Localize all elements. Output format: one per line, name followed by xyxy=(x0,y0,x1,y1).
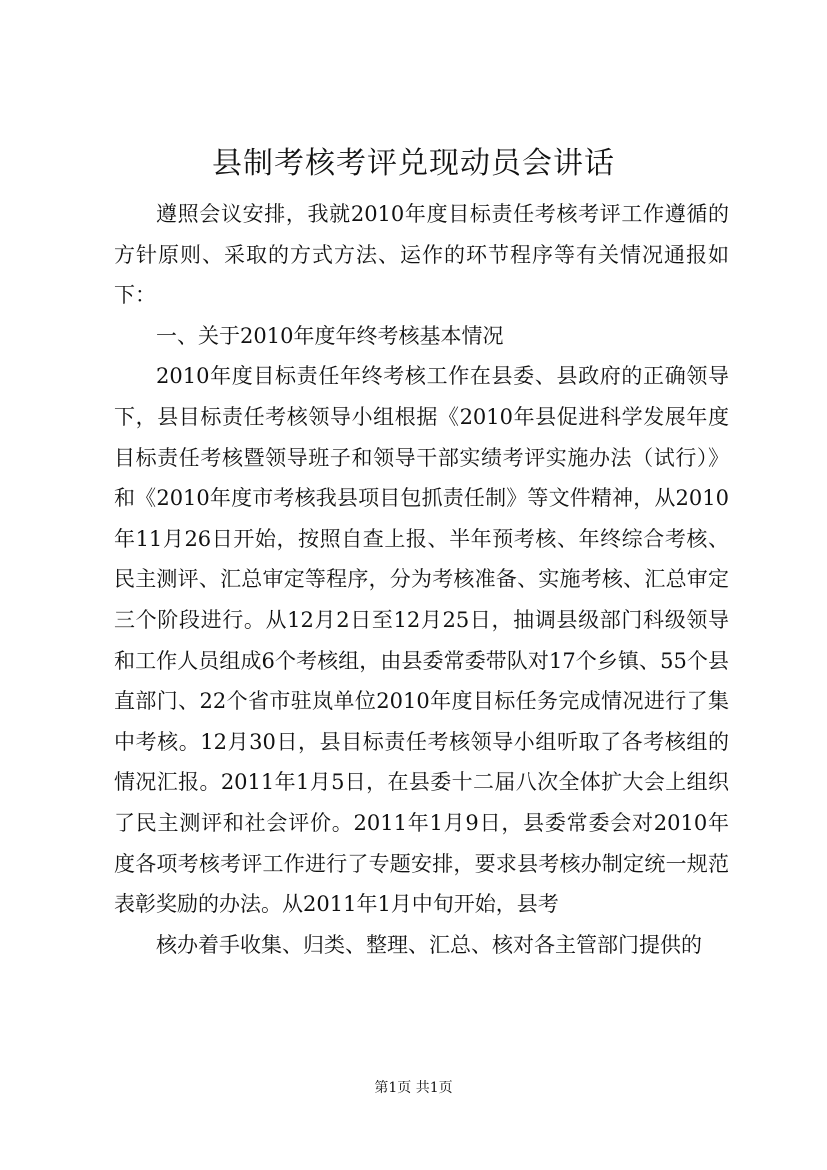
paragraph-intro: 遵照会议安排，我就2010年度目标责任考核考评工作遵循的方针原则、采取的方式方法、运作的环节程序等有关情况通报如下： xyxy=(114,202,729,308)
paragraph-continuation: 核办着手收集、归类、整理、汇总、核对各主管部门提供的 xyxy=(156,932,702,957)
page-number-footer: 第1页 共1页 xyxy=(374,1080,453,1096)
paragraph-assessment: 2010年度目标责任年终考核工作在县委、县政府的正确领导下，县目标责任考核领导小组根据《2010年县促进科学发展年度目标责任考核暨领导班子和领导干部实绩考评实施办法（试行）》和《2010年度市考核我县项目包抓责任制》等文件精神，从2010年11月26日开始，按照自查上报、半年预考核、年终综合考核、民主测评、汇总审定等程序，分为考核准备、实施考核、汇总审定三个阶段进行。从12月2日至12月25日，抽调县级部门科级领导和工作人员组成6个考核组，由县委常委带队对17个乡镇、55个县直部门、22个省市驻岚单位2010年度目标任务完成情况进行了集中考核。12月30日，县目标责任考核领导小组听取了各考核组的情况汇报。2011年1月5日，在县委十二届八次全体扩大会上组织了民主测评和社会评价。2011年1月9日，县委常委会对2010年度各项考核考评工作进行了专题安排，要求县考核办制定统一规范表彰奖励的办法。从2011年1月中旬开始，县考 xyxy=(114,364,729,917)
document-title: 县制考核考评兑现动员会讲话 xyxy=(212,146,615,181)
section-heading: 一、关于2010年度年终考核基本情况 xyxy=(156,323,504,348)
document-body xyxy=(114,194,729,965)
